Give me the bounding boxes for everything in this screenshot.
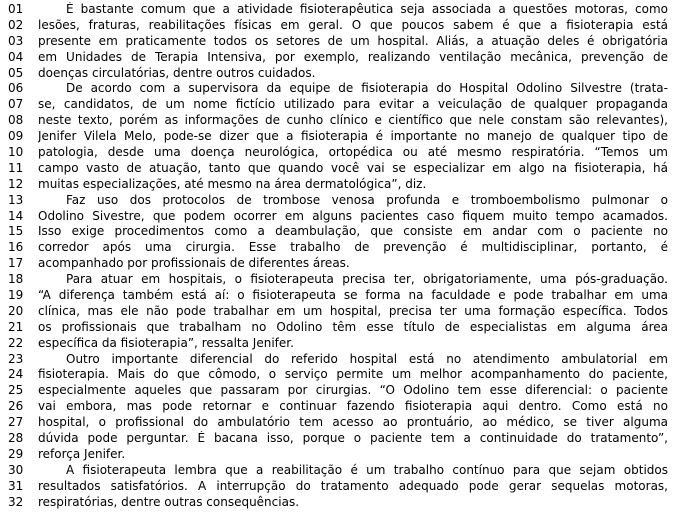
line-number: 05 bbox=[8, 65, 24, 80]
line-number: 03 bbox=[8, 33, 24, 48]
line-number: 16 bbox=[8, 240, 24, 255]
line-text: “A diferença também está aí: o fisioterapeuta se forma na faculdade e pode trabalhar em uma bbox=[38, 288, 668, 303]
line-number: 10 bbox=[8, 145, 24, 160]
line-text: vai embora, mas pode retornar e continuar fazendo fisioterapia aqui dentro. Como está no bbox=[38, 399, 668, 414]
line-number: 18 bbox=[8, 272, 24, 287]
line-text: campo vasto de atuação, tanto que quando você vai se especializar em algo na fisioterapia, há bbox=[38, 160, 668, 175]
line-number: 28 bbox=[8, 431, 24, 446]
line-number: 17 bbox=[8, 256, 24, 271]
line-text: fisioterapia. Mais do que cômodo, o serviço permite um melhor acompanhamento do paciente, bbox=[38, 367, 668, 382]
line-number: 21 bbox=[8, 319, 24, 334]
text-line bbox=[8, 288, 668, 304]
text-line bbox=[8, 447, 668, 463]
line-text: os profissionais que trabalham no Odolino têm esse título de especialistas em alguma área bbox=[38, 319, 668, 334]
text-line bbox=[8, 2, 668, 18]
text-line bbox=[8, 495, 668, 511]
line-text: em Unidades de Terapia Intensiva, por exemplo, realizando ventilação mecânica, prevenção de bbox=[38, 49, 668, 64]
line-text: reforça Jenifer. bbox=[38, 446, 126, 461]
text-line bbox=[8, 18, 668, 34]
text-line bbox=[8, 479, 668, 495]
text-line bbox=[8, 304, 668, 320]
text-line bbox=[8, 272, 668, 288]
text-line bbox=[8, 224, 668, 240]
line-text: específica da fisioterapia”, ressalta Jenifer. bbox=[38, 335, 294, 350]
text-line bbox=[8, 399, 668, 415]
text-line bbox=[8, 50, 668, 66]
line-number: 27 bbox=[8, 415, 24, 430]
line-text: Para atuar em hospitais, o fisioterapeuta precisa ter, obrigatoriamente, uma pós-graduação. bbox=[66, 272, 668, 287]
text-line bbox=[8, 113, 668, 129]
line-number: 15 bbox=[8, 224, 24, 239]
line-text: presente em praticamente todos os setores de um hospital. Aliás, a atuação deles é obrigatória bbox=[38, 33, 668, 48]
line-number: 06 bbox=[8, 81, 24, 96]
line-number: 02 bbox=[8, 17, 24, 32]
line-text: respiratórias, dentre outras consequências. bbox=[38, 494, 300, 509]
line-number: 24 bbox=[8, 367, 24, 382]
line-text: Jenifer Vilela Melo, pode-se dizer que a fisioterapia é importante no manejo de qualquer tipo de bbox=[38, 129, 668, 144]
line-number: 14 bbox=[8, 208, 24, 223]
text-line bbox=[8, 383, 668, 399]
text-line bbox=[8, 161, 668, 177]
line-text: doenças circulatórias, dentre outros cuidados. bbox=[38, 65, 316, 80]
line-text: hospital, o profissional do ambulatório tem acesso ao prontuário, ao médico, se tiver alguma bbox=[38, 415, 668, 430]
line-number: 12 bbox=[8, 176, 24, 191]
line-text: patologia, desde uma doença neurológica, ortopédica ou até mesmo respiratória. “Temos um bbox=[38, 145, 668, 160]
text-line bbox=[8, 66, 668, 82]
line-text: muitas especializações, até mesmo na área dermatológica”, diz. bbox=[38, 176, 427, 191]
text-line bbox=[8, 177, 668, 193]
text-line bbox=[8, 97, 668, 113]
line-text: clínica, mas ele não pode trabalhar em um hospital, precisa ter uma formação específica. Todos bbox=[38, 303, 668, 318]
line-text: acompanhado por profissionais de diferentes áreas. bbox=[38, 256, 350, 271]
line-number: 22 bbox=[8, 335, 24, 350]
line-text: A fisioterapeuta lembra que a reabilitação é um trabalho contínuo para que sejam obtidos bbox=[66, 462, 668, 477]
text-line bbox=[8, 240, 668, 256]
line-number: 26 bbox=[8, 399, 24, 414]
line-number: 30 bbox=[8, 462, 24, 477]
line-number: 01 bbox=[8, 2, 24, 16]
text-line bbox=[8, 320, 668, 336]
text-line bbox=[8, 336, 668, 352]
line-text: resultados satisfatórios. A interrupção do tratamento adequado pode gerar sequelas motoras, bbox=[38, 478, 668, 493]
text-line bbox=[8, 431, 668, 447]
line-text: Faz uso dos protocolos de trombose venosa profunda e tromboembolismo pulmonar o bbox=[66, 192, 668, 207]
text-line bbox=[8, 415, 668, 431]
text-line bbox=[8, 209, 668, 225]
line-text: corredor após uma cirurgia. Esse trabalho de prevenção é multidisciplinar, portanto, é bbox=[38, 240, 668, 255]
line-number: 29 bbox=[8, 446, 24, 461]
line-number: 04 bbox=[8, 49, 24, 64]
text-line bbox=[8, 352, 668, 368]
text-line bbox=[8, 81, 668, 97]
line-number: 19 bbox=[8, 288, 24, 303]
line-text: De acordo com a supervisora da equipe de fisioterapia do Hospital Odolino Silvestre (trata- bbox=[66, 81, 668, 96]
line-number: 20 bbox=[8, 303, 24, 318]
line-text: É bastante comum que a atividade fisioterapêutica seja associada a questões motoras, como bbox=[66, 2, 668, 16]
text-line bbox=[8, 193, 668, 209]
line-number: 07 bbox=[8, 97, 24, 112]
line-number: 23 bbox=[8, 351, 24, 366]
text-line bbox=[8, 463, 668, 479]
text-line bbox=[8, 367, 668, 383]
line-text: dúvida pode perguntar. É bacana isso, porque o paciente tem a continuidade do tratamento”, bbox=[38, 431, 668, 446]
line-text: Odolino Sivestre, que podem ocorrer em alguns pacientes caso fiquem muito tempo acamados. bbox=[38, 208, 668, 223]
text-line bbox=[8, 256, 668, 272]
line-text: Outro importante diferencial do referido hospital está no atendimento ambulatorial em bbox=[66, 351, 668, 366]
line-text: Isso exige procedimentos como a deambulação, que consiste em andar com o paciente no bbox=[38, 224, 668, 239]
line-text: especialmente aqueles que passaram por cirurgias. “O Odolino tem esse diferencial: o paciente bbox=[38, 383, 668, 398]
line-text: lesões, fraturas, reabilitações físicas em geral. O que poucos sabem é que a fisioterapia está bbox=[38, 17, 668, 32]
text-line bbox=[8, 145, 668, 161]
line-number: 31 bbox=[8, 478, 24, 493]
text-line bbox=[8, 34, 668, 50]
line-number: 08 bbox=[8, 113, 24, 128]
line-number: 32 bbox=[8, 494, 24, 509]
line-number: 09 bbox=[8, 129, 24, 144]
line-number: 13 bbox=[8, 192, 24, 207]
text-line bbox=[8, 129, 668, 145]
line-number: 11 bbox=[8, 160, 24, 175]
line-number: 25 bbox=[8, 383, 24, 398]
line-text: se, candidatos, de um nome fictício utilizado para evitar a veiculação de qualquer propaganda bbox=[38, 97, 668, 112]
line-text: neste texto, porém as informações de cunho clínico e científico que nele constam são relevantes), bbox=[38, 113, 668, 128]
